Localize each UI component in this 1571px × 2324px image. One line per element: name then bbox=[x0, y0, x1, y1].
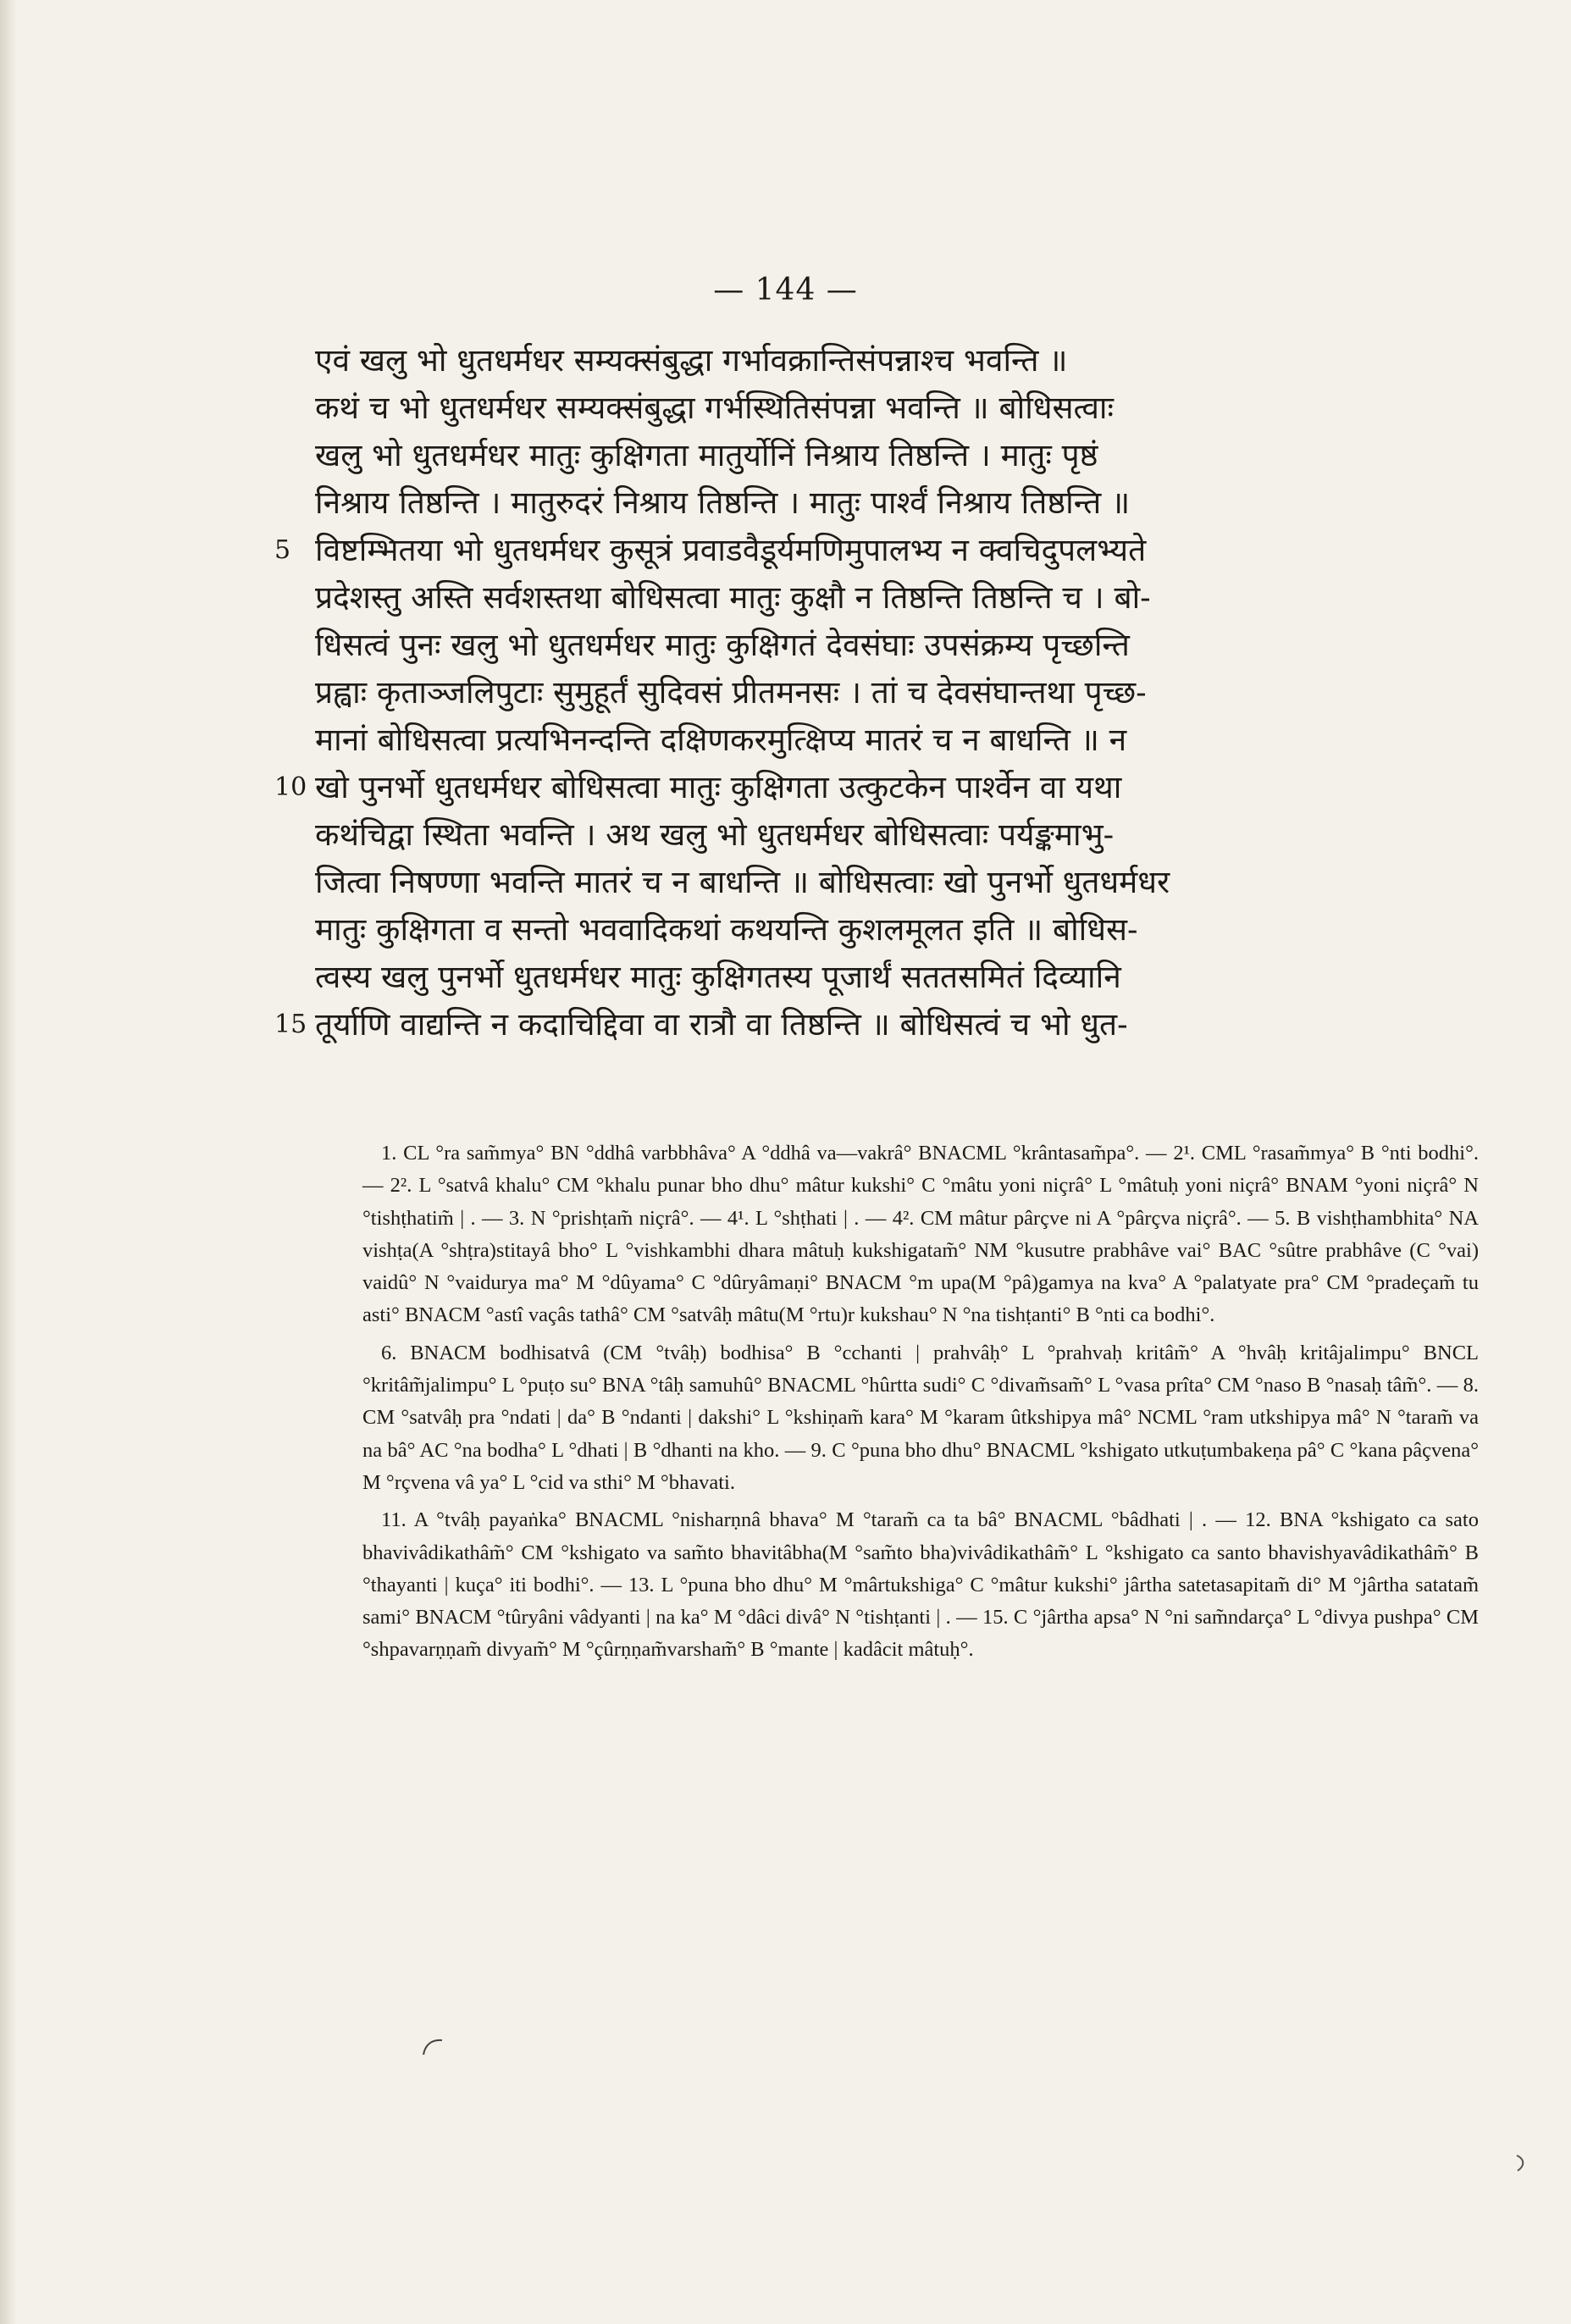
line-text: जित्वा निषण्णा भवन्ति मातरं च न बाधन्ति ॥ बोधिसत्वाः खो पुनर्भो धुतधर्मधर bbox=[315, 864, 1170, 900]
text-line bbox=[274, 1001, 1484, 1049]
text-line bbox=[274, 764, 1484, 811]
text-line bbox=[315, 479, 1484, 527]
text-line bbox=[315, 432, 1484, 479]
line-text: मानां बोधिसत्वा प्रत्यभिनन्दन्ति दक्षिणकरमुत्क्षिप्य मातरं च न बाधन्ति ॥ न bbox=[315, 722, 1127, 758]
corner-mark bbox=[1514, 2154, 1528, 2172]
line-text: खलु भो धुतधर्मधर मातुः कुक्षिगता मातुर्योनिं निश्राय तिष्ठन्ति । मातुः पृष्ठं bbox=[315, 437, 1098, 473]
text-line bbox=[315, 622, 1484, 669]
line-number: 10 bbox=[274, 772, 307, 802]
line-text: प्रह्वाः कृताञ्जलिपुटाः सुमुहूर्तं सुदिवसं प्रीतमनसः । तां च देवसंघान्तथा पृच्छ- bbox=[315, 674, 1147, 711]
page-number: — 144 — bbox=[713, 273, 858, 307]
footnote-paragraph: 11. A °tvâḥ payaṅka° BNACML °nisharṇnâ bhava° M °taram̃ ca ta bâ° BNACML °bâdhati | . — 12. BNA °kshigato ca sato bhavivâdikathâm̃° CM °kshigato va sam̃to bhavitâbha(M °sam̃to bha)vivâdikathâm̃° L °kshigato ca santo bhavishyavâdikathâm̃° B °thayanti | kuça° iti bodhi°. — 13. L °puna bho dhu° M °mârtukshiga° C °mâtur kukshi° jârtha satetasapitam̃ di° M °jârtha satatam̃ sami° BNACM °tûryâni vâdyanti | na ka° M °dâci divâ° N °tishṭanti | . — 15. C °jârtha apsa° N °ni sam̃ndarça° L °divya pushpa° CM °shpavarṇṇam̃ divyam̃° M °çûrṇṇam̃varsham̃° B °mante | kadâcit mâtuḥ°. bbox=[362, 1508, 1479, 1662]
line-text: प्रदेशस्तु अस्ति सर्वशस्तथा बोधिसत्वा मातुः कुक्षौ न तिष्ठन्ति तिष्ठन्ति च । बो- bbox=[315, 579, 1151, 616]
text-line bbox=[315, 717, 1484, 764]
critical-apparatus bbox=[362, 1137, 1479, 1672]
sanskrit-main-text bbox=[274, 337, 1484, 1049]
text-line bbox=[315, 337, 1484, 385]
line-text: विष्टम्भितया भो धुतधर्मधर कुसूत्रं प्रवाडवैडूर्यमणिमुपालभ्य न क्वचिदुपलभ्यते bbox=[315, 532, 1147, 568]
line-text: कथं च भो धुतधर्मधर सम्यक्संबुद्धा गर्भस्थितिसंपन्ना भवन्ति ॥ बोधिसत्वाः bbox=[315, 390, 1114, 426]
text-line bbox=[274, 527, 1484, 574]
line-number: 5 bbox=[274, 535, 291, 565]
line-text: तूर्याणि वाद्यन्ति न कदाचिद्दिवा वा रात्रौ वा तिष्ठन्ति ॥ बोधिसत्वं च भो धुत- bbox=[315, 1006, 1128, 1043]
line-text: धिसत्वं पुनः खलु भो धुतधर्मधर मातुः कुक्षिगतं देवसंघाः उपसंक्रम्य पृच्छन्ति bbox=[315, 627, 1130, 663]
binding-edge bbox=[0, 0, 17, 2324]
line-text: त्वस्य खलु पुनर्भो धुतधर्मधर मातुः कुक्षिगतस्य पूजार्थं सततसमितं दिव्यानि bbox=[315, 959, 1121, 995]
text-line bbox=[315, 954, 1484, 1001]
text-line bbox=[315, 906, 1484, 954]
pencil-mark bbox=[420, 2038, 445, 2058]
text-line bbox=[315, 385, 1484, 432]
line-text: कथंचिद्वा स्थिता भवन्ति । अथ खलु भो धुतधर्मधर बोधिसत्वाः पर्यङ्कमाभु- bbox=[315, 816, 1115, 853]
line-text: एवं खलु भो धुतधर्मधर सम्यक्संबुद्धा गर्भावक्रान्तिसंपन्नाश्च भवन्ति ॥ bbox=[315, 342, 1068, 379]
text-line bbox=[315, 669, 1484, 717]
footnote-paragraph: 1. CL °ra sam̃mya° BN °ddhâ varbbhâva° A °ddhâ va—vakrâ° BNACML °krântasam̃pa°. — 2¹. CML °rasam̃mya° B °nti bodhi°. — 2². L °satvâ khalu° CM °khalu punar bho dhu° mâtur kukshi° C °mâtu yoni niçrâ° L °mâtuḥ yoni niçrâ° BNAM °yoni niçrâ° N °tishṭhatim̃ | . — 3. N °prishṭam̃ niçrâ°. — 4¹. L °shṭhati | . — 4². CM mâtur pârçve ni A °pârçva niçrâ°. — 5. B vishṭhambhita° NA vishṭa(A °shṭra)stitayâ bho° L °vishkambhi dhara mâtuḥ kukshigatam̃° NM °kusutre prabhâve vai° BAC °sûtre prabhâve (C °vai) vaidû° N °vaidurya ma° M °dûyama° C °dûryâmaṇi° BNACM °m upa(M °pâ)gamya na kva° A °palatyate pra° CM °pradeçam̃ tu asti° BNACM °astî vaçâs tathâ° CM °satvâḥ mâtu(M °rtu)r kukshau° N °na tishṭanti° B °nti ca bodhi°. bbox=[362, 1142, 1479, 1327]
text-line bbox=[315, 859, 1484, 906]
text-line bbox=[315, 574, 1484, 622]
line-number: 15 bbox=[274, 1010, 307, 1039]
line-text: मातुः कुक्षिगता व सन्तो भववादिकथां कथयन्ति कुशलमूलत इति ॥ बोधिस- bbox=[315, 911, 1138, 948]
line-text: खो पुनर्भो धुतधर्मधर बोधिसत्वा मातुः कुक्षिगता उत्कुटकेन पार्श्वेन वा यथा bbox=[315, 769, 1122, 805]
footnote-paragraph: 6. BNACM bodhisatvâ (CM °tvâḥ) bodhisa° B °cchanti | prahvâḥ° L °prahvaḥ kritâm̃° A °hvâḥ kritâjalimpu° BNCL °kritâm̃jalimpu° L °puṭo su° BNA °tâḥ samuhû° BNACML °hûrtta sudi° C °divam̃sam̃° L °vasa prîta° CM °naso B °nasaḥ tâm̃°. — 8. CM °satvâḥ pra °ndati | da° B °ndanti | dakshi° L °kshiṇam̃ kara° M °karam ûtkshipya mâ° NCML °ram utkshipya mâ° N °taram̃ va na bâ° AC °na bodha° L °dhati | B °dhanti na kho. — 9. C °puna bho dhu° BNACML °kshigato utkuṭumbakeṇa pâ° C °kana pâçvena° M °rçvena vâ ya° L °cid va sthi° M °bhavati. bbox=[362, 1341, 1479, 1494]
line-text: निश्राय तिष्ठन्ति । मातुरुदरं निश्राय तिष्ठन्ति । मातुः पार्श्वं निश्राय तिष्ठन्ति ॥ bbox=[315, 484, 1131, 521]
text-line bbox=[315, 811, 1484, 859]
